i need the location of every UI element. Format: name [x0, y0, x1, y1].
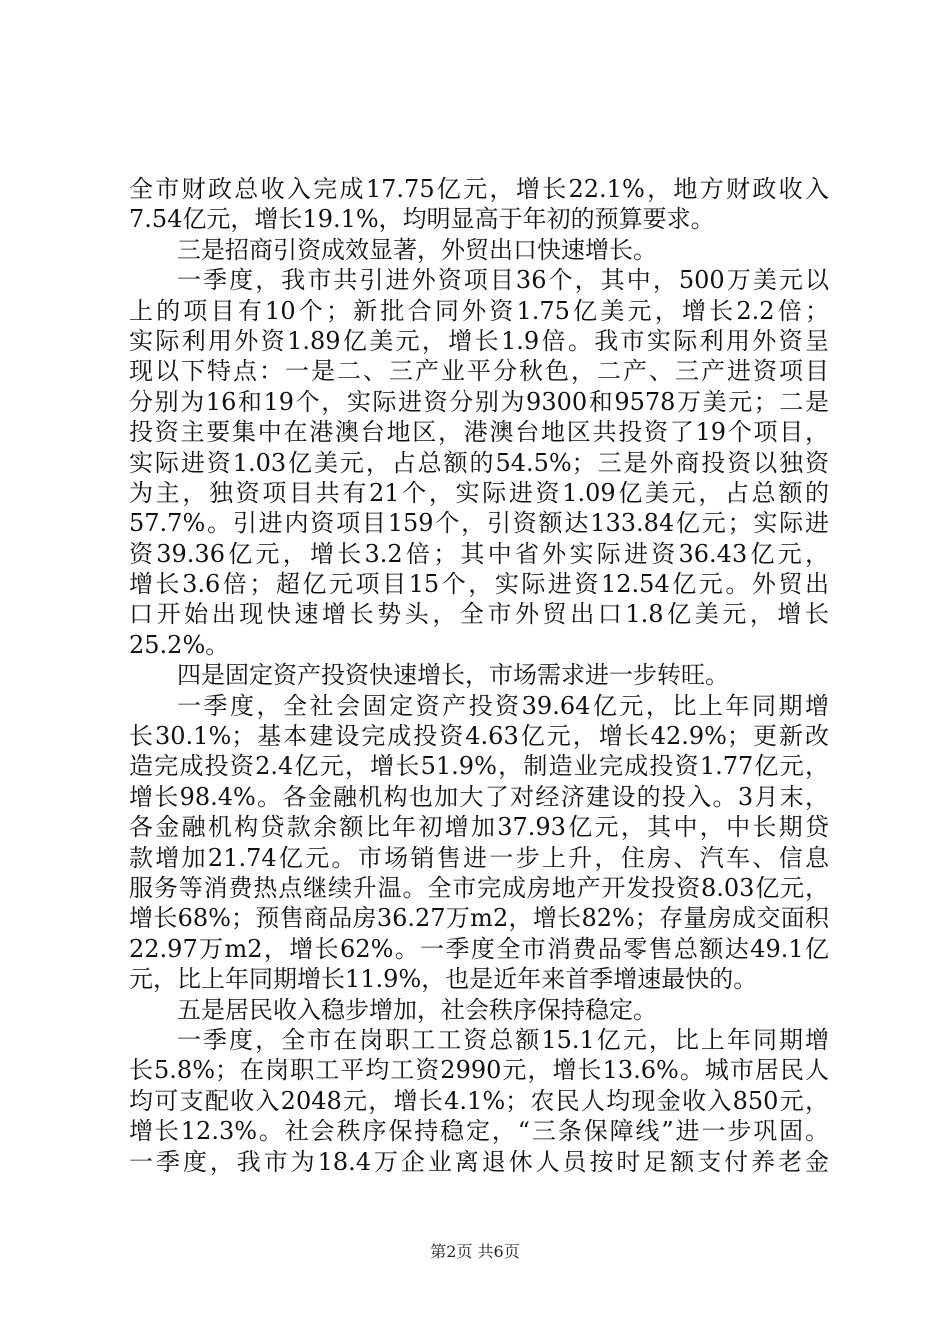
text-line: 一季度，我市为18.4万企业离退休人员按时足额支付养老金: [129, 1147, 829, 1176]
text-line: 投资主要集中在港澳台地区，港澳台地区共投资了19个项目，: [129, 418, 829, 447]
text-line: 上的项目有10个；新批合同外资1.75亿美元，增长2.2倍；: [129, 296, 829, 325]
text-line: 造完成投资2.4亿元，增长51.9%，制造业完成投资1.77亿元，: [129, 752, 829, 781]
text-line: 长30.1%；基本建设完成投资4.63亿元，增长42.9%；更新改: [129, 722, 829, 751]
text-line: 一季度，我市共引进外资项目36个，其中，500万美元以: [177, 266, 829, 295]
page-footer: 第2页 共6页: [430, 1242, 520, 1261]
text-line: 现以下特点：一是二、三产业平分秋色，二产、三产进资项目: [129, 357, 829, 386]
text-line: 为主，独资项目共有21个，实际进资1.09亿美元，占总额的: [129, 478, 829, 507]
text-line: 三是招商引资成效显著，外贸出口快速增长。: [177, 235, 657, 264]
text-line: 服务等消费热点继续升温。全市完成房地产开发投资8.03亿元，: [129, 873, 829, 902]
text-line: 五是居民收入稳步增加，社会秩序保持稳定。: [177, 995, 657, 1024]
text-line: 25.2%。: [129, 630, 230, 659]
text-line: 22.97万m2，增长62%。一季度全市消费品零售总额达49.1亿: [129, 934, 829, 963]
text-line: 款增加21.74亿元。市场销售进一步上升，住房、汽车、信息: [129, 843, 829, 872]
text-line: 增长98.4%。各金融机构也加大了对经济建设的投入。3月末，: [129, 782, 829, 811]
text-line: 7.54亿元，增长19.1%，均明显高于年初的预算要求。: [129, 205, 715, 234]
text-line: 分别为16和19个，实际进资分别为9300和9578万美元；二是: [129, 387, 829, 416]
text-line: 实际利用外资1.89亿美元，增长1.9倍。我市实际利用外资呈: [129, 326, 829, 355]
text-line: 增长12.3%。社会秩序保持稳定，“三条保障线”进一步巩固。: [129, 1117, 829, 1146]
text-line: 长5.8%；在岗职工平均工资2990元，增长13.6%。城市居民人: [129, 1056, 829, 1085]
text-line: 一季度，全社会固定资产投资39.64亿元，比上年同期增: [177, 691, 829, 720]
text-line: 全市财政总收入完成17.75亿元，增长22.1%，地方财政收入: [129, 175, 829, 203]
text-line: 四是固定资产投资快速增长，市场需求进一步转旺。: [177, 661, 729, 690]
text-line: 资39.36亿元，增长3.2倍；其中省外实际进资36.43亿元，: [129, 539, 829, 568]
text-line: 各金融机构贷款余额比年初增加37.93亿元，其中，中长期贷: [129, 813, 829, 842]
text-line: 口开始出现快速增长势头，全市外贸出口1.8亿美元，增长: [129, 600, 829, 629]
text-line: 均可支配收入2048元，增长4.1%；农民人均现金收入850元，: [129, 1086, 829, 1115]
document-body: [129, 174, 829, 1177]
text-line: 一季度，全市在岗职工工资总额15.1亿元，比上年同期增: [177, 1025, 829, 1054]
text-line: 元，比上年同期增长11.9%，也是近年来首季增速最快的。: [129, 965, 758, 994]
text-line: 增长3.6倍；超亿元项目15个，实际进资12.54亿元。外贸出: [129, 570, 829, 599]
text-line: 增长68%；预售商品房36.27万m2，增长82%；存量房成交面积: [129, 904, 829, 933]
text-line: 实际进资1.03亿美元，占总额的54.5%；三是外商投资以独资: [129, 448, 829, 477]
text-line: 57.7%。引进内资项目159个，引资额达133.84亿元；实际进: [129, 509, 829, 538]
